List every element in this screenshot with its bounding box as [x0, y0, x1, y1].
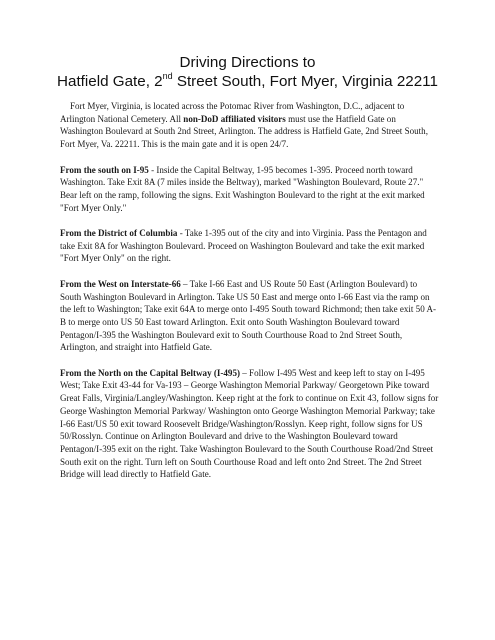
title-superscript: nd	[162, 70, 173, 81]
title-line-1: Driving Directions to	[179, 54, 316, 71]
page-title	[20, 53, 475, 91]
section-west-i66	[60, 278, 440, 354]
intro-text-after: must use the Hatfield Gate on Washington Boulevard at South 2nd Street, Arlington. The address is Hatfield Gate, 2nd Street South, Fort Myer, Va. 22211. This is the main gate and it is open 24/7.	[60, 113, 428, 150]
title-line-2-end: Street South, Fort Myer, Virginia 22211	[172, 73, 438, 90]
section-text: - Inside the Capital Beltway, 1-95 becomes 1-395. Proceed north toward Washington. Take Exit 8A (7 miles inside the Beltway), marked "Washington Boulevard, Route 27." Bear left on the ramp, following the signs. Exit Washington Boulevard to the right at the exit marked "Fort Myer Only."	[60, 164, 425, 213]
section-heading: From the North on the Capital Beltway (I-495)	[60, 367, 240, 378]
section-heading: From the West on Interstate-66	[60, 278, 181, 289]
intro-paragraph	[60, 100, 440, 151]
section-text: - Take 1-395 out of the city and into Virginia. Pass the Pentagon and take Exit 8A for Washington Boulevard. Proceed on Washington Boulevard and take the exit marked "Fort Myer Only" on the right.	[60, 228, 427, 264]
intro-bold-text: non-DoD affiliated visitors	[183, 113, 286, 124]
section-text: – Follow I-495 West and keep left to stay on I-495 West; Take Exit 43-44 for Va-193 – George Washington Memorial Parkway/ Georgetown Pike toward Great Falls, Virginia/Langley/Washington. Keep right at the fork to continue on Exit 43, follow signs for George Washington Memorial Parkway/ Washington onto George Washington Memorial Parkway; take I-66 East/US 50 exit toward Roosevelt Bridge/Washington/Rosslyn. Keep right, follow signs for US 50/Rosslyn. Continue on Arlington Boulevard and drive to the Washington Boulevard toward Pentagon/I-395 exit on the right. Take Washington Boulevard to the South Courthouse Road/2nd Street South exit on the right. Turn left on South Courthouse Road and left onto 2nd Street. The 2nd Street Bridge will lead directly to Hatfield Gate.	[60, 367, 439, 480]
title-line-2-start: Hatfield Gate, 2	[57, 73, 163, 90]
title-line-2	[57, 70, 438, 90]
section-south-i95	[60, 164, 440, 215]
section-text: – Take I-66 East and US Route 50 East (Arlington Boulevard) to South Washington Boulevard in Arlington. Take US 50 East and merge onto I-66 East via the ramp on the left to Washington; Take exit 64A to merge onto I-495 South toward Richmond; then take exit 50 A-B to merge onto US 50 East toward Arlington. Exit onto South Washington Boulevard toward Pentagon/I-395 the Washington Boulevard exit to South Courthouse Road to 2nd Street South, Arlington, and straight into Hatfield Gate.	[60, 278, 437, 353]
section-district-of-columbia	[60, 227, 440, 265]
intro-text-before: Fort Myer, Virginia, is located across the Potomac River from Washington, D.C., adjacent to Arlington National Cemetery. All	[60, 101, 405, 124]
document-body	[60, 100, 440, 494]
section-north-beltway	[60, 367, 440, 481]
section-heading: From the south on I-95	[60, 164, 149, 175]
section-heading: From the District of Columbia	[60, 228, 178, 238]
